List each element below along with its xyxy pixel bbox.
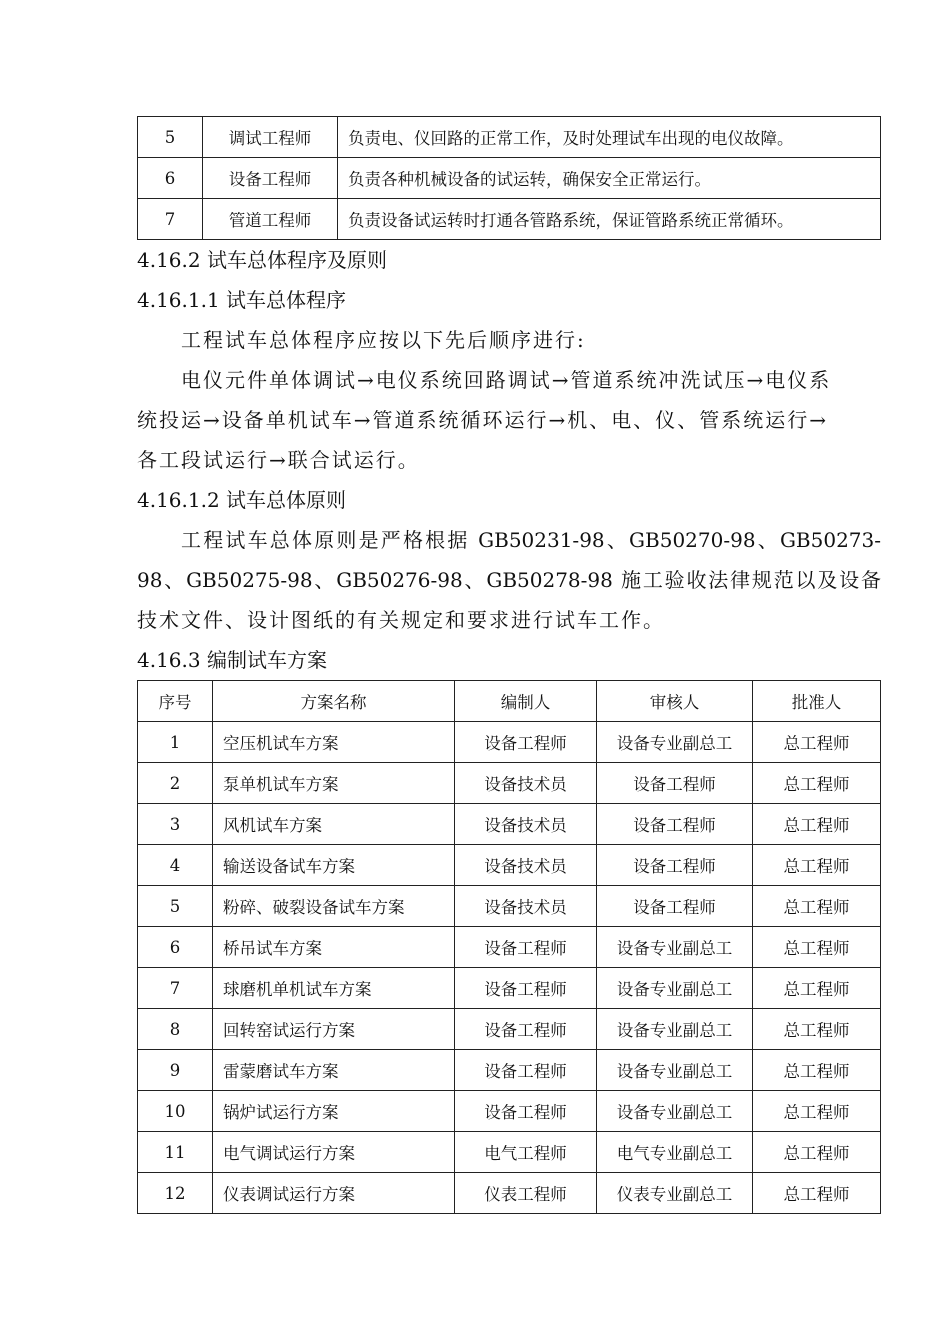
section-heading-4-16-2: 4.16.2 试车总体程序及原则 — [137, 248, 387, 272]
plan-author: 设备技术员 — [455, 845, 597, 886]
plan-reviewer: 设备专业副总工 — [597, 927, 753, 968]
table-row — [138, 845, 881, 886]
plan-approver: 总工程师 — [753, 1132, 881, 1173]
plan-author: 电气工程师 — [455, 1132, 597, 1173]
plan-reviewer: 设备专业副总工 — [597, 722, 753, 763]
role-number: 7 — [138, 199, 203, 240]
column-header-reviewer: 审核人 — [597, 681, 753, 722]
principle-line: 工程试车总体原则是严格根据 GB50231-98、GB50270-98、GB50273- — [181, 528, 881, 552]
plan-approver: 总工程师 — [753, 886, 881, 927]
plan-number: 12 — [138, 1173, 213, 1214]
plan-reviewer: 电气专业副总工 — [597, 1132, 753, 1173]
plan-reviewer: 设备工程师 — [597, 804, 753, 845]
plan-author: 设备工程师 — [455, 1050, 597, 1091]
procedure-line: 各工段试运行→联合试运行。 — [137, 448, 420, 472]
table-row — [138, 722, 881, 763]
plan-name: 电气调试运行方案 — [213, 1132, 455, 1173]
plan-number: 11 — [138, 1132, 213, 1173]
plan-author: 设备技术员 — [455, 763, 597, 804]
plan-approver: 总工程师 — [753, 968, 881, 1009]
procedure-line: 电仪元件单体调试→电仪系统回路调试→管道系统冲洗试压→电仪系 — [181, 368, 832, 392]
column-header-plan-name: 方案名称 — [213, 681, 455, 722]
role-duty: 负责电、仪回路的正常工作，及时处理试车出现的电仪故障。 — [338, 117, 881, 158]
role-number: 6 — [138, 158, 203, 199]
plan-table-body — [138, 722, 881, 1214]
table-row — [138, 886, 881, 927]
roles-table — [137, 116, 881, 240]
plan-reviewer: 设备专业副总工 — [597, 1009, 753, 1050]
role-number: 5 — [138, 117, 203, 158]
principle-line: 98、GB50275-98、GB50276-98、GB50278-98 施工验收法律规范以及设备 — [137, 568, 881, 592]
plan-reviewer: 设备专业副总工 — [597, 1050, 753, 1091]
plan-name: 风机试车方案 — [213, 804, 455, 845]
table-row — [138, 1132, 881, 1173]
plan-approver: 总工程师 — [753, 804, 881, 845]
plan-reviewer: 设备专业副总工 — [597, 968, 753, 1009]
table-row — [138, 927, 881, 968]
document-page — [137, 116, 881, 1214]
procedure-intro: 工程试车总体程序应按以下先后顺序进行: — [181, 328, 586, 352]
plan-author: 设备工程师 — [455, 968, 597, 1009]
plan-name: 桥吊试车方案 — [213, 927, 455, 968]
table-row — [138, 1173, 881, 1214]
plan-name: 锅炉试运行方案 — [213, 1091, 455, 1132]
table-row — [138, 1009, 881, 1050]
plan-approver: 总工程师 — [753, 927, 881, 968]
table-row — [138, 199, 881, 240]
plan-author: 设备工程师 — [455, 722, 597, 763]
plan-reviewer: 设备工程师 — [597, 845, 753, 886]
plan-number: 2 — [138, 763, 213, 804]
plan-author: 设备技术员 — [455, 886, 597, 927]
plan-name: 球磨机单机试车方案 — [213, 968, 455, 1009]
section-heading-4-16-1-1: 4.16.1.1 试车总体程序 — [137, 288, 347, 312]
plan-author: 设备技术员 — [455, 804, 597, 845]
plan-approver: 总工程师 — [753, 1173, 881, 1214]
plan-reviewer: 设备工程师 — [597, 886, 753, 927]
principle-line: 技术文件、设计图纸的有关规定和要求进行试车工作。 — [137, 608, 665, 632]
role-duty: 负责各种机械设备的试运转，确保安全正常运行。 — [338, 158, 881, 199]
role-title: 管道工程师 — [203, 199, 338, 240]
plan-number: 8 — [138, 1009, 213, 1050]
plan-name: 仪表调试运行方案 — [213, 1173, 455, 1214]
plan-number: 1 — [138, 722, 213, 763]
plan-approver: 总工程师 — [753, 845, 881, 886]
plan-name: 空压机试车方案 — [213, 722, 455, 763]
section-heading-4-16-1-2: 4.16.1.2 试车总体原则 — [137, 488, 347, 512]
plan-approver: 总工程师 — [753, 722, 881, 763]
plan-name: 回转窑试运行方案 — [213, 1009, 455, 1050]
table-row — [138, 1050, 881, 1091]
plan-approver: 总工程师 — [753, 1091, 881, 1132]
plan-name: 泵单机试车方案 — [213, 763, 455, 804]
plan-author: 设备工程师 — [455, 1091, 597, 1132]
plan-reviewer: 仪表专业副总工 — [597, 1173, 753, 1214]
plan-author: 设备工程师 — [455, 927, 597, 968]
table-row — [138, 804, 881, 845]
procedure-line: 统投运→设备单机试车→管道系统循环运行→机、电、仪、管系统运行→ — [137, 408, 829, 432]
plan-number: 6 — [138, 927, 213, 968]
plan-number: 7 — [138, 968, 213, 1009]
column-header-number: 序号 — [138, 681, 213, 722]
table-row — [138, 968, 881, 1009]
plan-reviewer: 设备专业副总工 — [597, 1091, 753, 1132]
plan-number: 10 — [138, 1091, 213, 1132]
table-row — [138, 1091, 881, 1132]
table-row — [138, 117, 881, 158]
column-header-author: 编制人 — [455, 681, 597, 722]
plan-number: 5 — [138, 886, 213, 927]
plan-author: 设备工程师 — [455, 1009, 597, 1050]
plan-name: 雷蒙磨试车方案 — [213, 1050, 455, 1091]
plan-name: 输送设备试车方案 — [213, 845, 455, 886]
plan-number: 3 — [138, 804, 213, 845]
plan-approver: 总工程师 — [753, 1009, 881, 1050]
plan-approver: 总工程师 — [753, 1050, 881, 1091]
plan-author: 仪表工程师 — [455, 1173, 597, 1214]
role-title: 设备工程师 — [203, 158, 338, 199]
column-header-approver: 批准人 — [753, 681, 881, 722]
table-row — [138, 158, 881, 199]
plan-table — [137, 680, 881, 1214]
role-title: 调试工程师 — [203, 117, 338, 158]
table-header-row — [138, 681, 881, 722]
plan-reviewer: 设备工程师 — [597, 763, 753, 804]
plan-name: 粉碎、破裂设备试车方案 — [213, 886, 455, 927]
role-duty: 负责设备试运转时打通各管路系统，保证管路系统正常循环。 — [338, 199, 881, 240]
plan-number: 9 — [138, 1050, 213, 1091]
section-heading-4-16-3: 4.16.3 编制试车方案 — [137, 648, 327, 672]
plan-approver: 总工程师 — [753, 763, 881, 804]
table-row — [138, 763, 881, 804]
plan-number: 4 — [138, 845, 213, 886]
